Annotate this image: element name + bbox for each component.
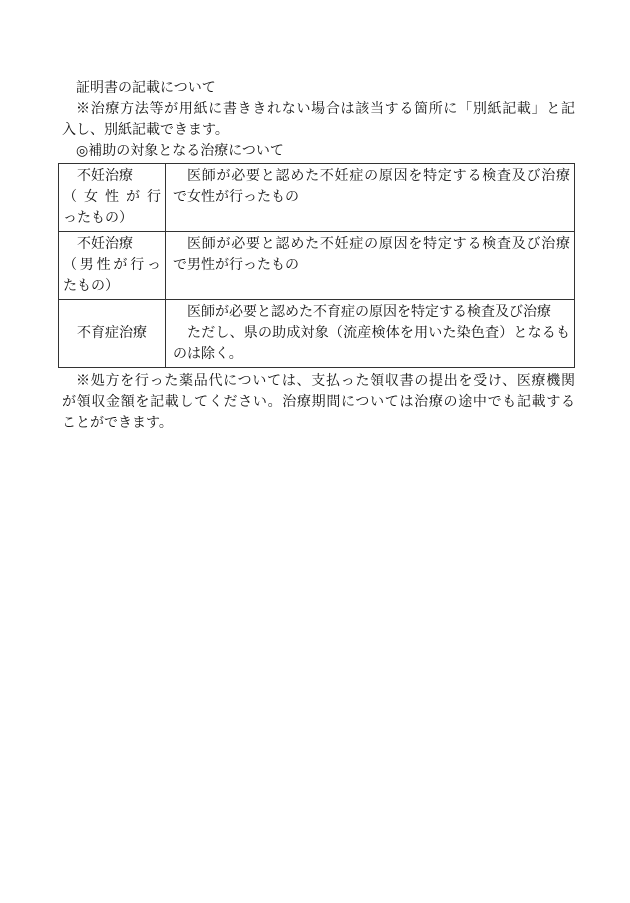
treatment-description-line: のは除く。 — [173, 346, 243, 362]
document-heading: 証明書の記載について — [76, 80, 216, 96]
treatment-name-cell — [59, 300, 166, 368]
treatment-name-line: 不育症治療 — [77, 325, 147, 341]
treatment-description-cell — [166, 232, 575, 300]
note-paragraph-prescription — [62, 371, 575, 434]
treatment-name-line: たもの） — [63, 278, 119, 294]
treatment-name-cell — [59, 232, 166, 300]
note-paragraph-separate-sheet — [62, 99, 575, 141]
treatment-description-line: 医師が必要と認めた不妊症の原因を特定する検査及び治療 — [187, 236, 570, 252]
treatment-name-line: （女性が行 — [63, 189, 161, 205]
treatment-table — [58, 163, 575, 368]
table-row — [59, 300, 575, 368]
treatment-description-cell — [166, 300, 575, 368]
treatment-description-line: で女性が行ったもの — [173, 189, 299, 205]
treatment-name-line: 不妊治療 — [77, 236, 133, 252]
section-title: ◎補助の対象となる治療について — [76, 143, 284, 159]
table-row — [59, 164, 575, 232]
treatment-name-cell — [59, 164, 166, 232]
note-line: ※治療方法等が用紙に書ききれない場合は該当する箇所に「別紙記載」と記 — [76, 101, 575, 117]
note-line: ことができます。 — [62, 415, 173, 431]
note-line: 入し、別紙記載できます。 — [62, 122, 229, 138]
treatment-name-line: （男性が行っ — [63, 257, 161, 273]
note-line: が領収金額を記載してください。治療期間については治療の途中でも記載する — [62, 394, 575, 410]
table-row — [59, 232, 575, 300]
note-line: ※処方を行った薬品代については、支払った領収書の提出を受け、医療機関 — [76, 373, 575, 389]
treatment-description-line: で男性が行ったもの — [173, 257, 299, 273]
treatment-description-cell — [166, 164, 575, 232]
document-body — [62, 78, 575, 434]
treatment-description-line: 医師が必要と認めた不育症の原因を特定する検査及び治療 — [187, 304, 551, 320]
treatment-name-line: ったもの） — [63, 210, 133, 226]
treatment-description-line: 医師が必要と認めた不妊症の原因を特定する検査及び治療 — [187, 168, 570, 184]
treatment-name-line: 不妊治療 — [77, 168, 133, 184]
treatment-description-line: ただし、県の助成対象（流産検体を用いた染色査）となるも — [187, 325, 570, 341]
